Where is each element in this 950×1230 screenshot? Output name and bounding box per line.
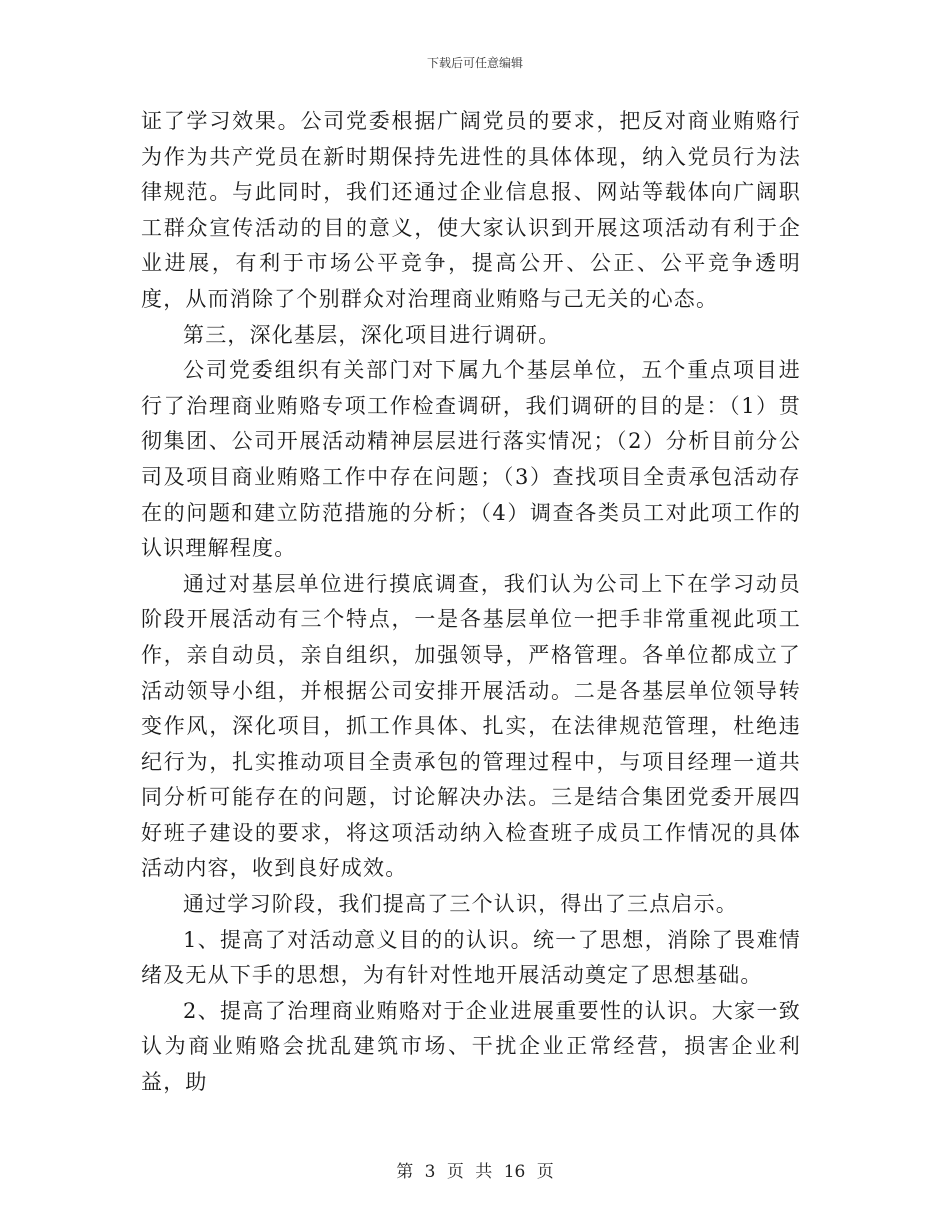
paragraph: 证了学习效果。公司党委根据广阔党员的要求，把反对商业贿赂行为作为共产党员在新时期保持先进性的具体体现，纳入党员行为法律规范。与此同时，我们还通过企业信息报、网站等载体向广阔职工群众宣传活动的目的意义，使大家认识到开展这项活动有利于企业进展，有利于市场公平竞争，提高公开、公正、公平竞争透明度，从而消除了个别群众对治理商业贿赂与己无关的心态。 bbox=[141, 109, 801, 311]
paragraph: 公司党委组织有关部门对下属九个基层单位，五个重点项目进行了治理商业贿赂专项工作检查调研，我们调研的目的是：（1）贯彻集团、公司开展活动精神层层进行落实情况；（2）分析目前分公司及项目商业贿赂工作中存在问题；（3）查找项目全责承包活动存在的问题和建立防范措施的分析；（4）调查各类员工对此项工作的认识理解程度。 bbox=[141, 358, 801, 561]
paragraph: 第三，深化基层，深化项目进行调研。 bbox=[183, 322, 561, 347]
document-body bbox=[141, 104, 801, 1101]
paragraph: 通过对基层单位进行摸底调查，我们认为公司上下在学习动员阶段开展活动有三个特点，一是各基层单位一把手非常重视此项工作，亲自动员，亲自组织，加强领导，严格管理。各单位都成立了活动领导小组，并根据公司安排开展活动。二是各基层单位领导转变作风，深化项目，抓工作具体、扎实，在法律规范管理，杜绝违纪行为，扎实推动项目全责承包的管理过程中，与项目经理一道共同分析可能存在的问题，讨论解决办法。三是结合集团党委开展四好班子建设的要求，将这项活动纳入检查班子成员工作情况的具体活动内容，收到良好成效。 bbox=[141, 571, 801, 881]
paragraph: 1、提高了对活动意义目的的认识。统一了思想，消除了畏难情绪及无从下手的思想，为有针对性地开展活动奠定了思想基础。 bbox=[141, 927, 801, 988]
page-header: 下载后可任意编辑 bbox=[426, 56, 523, 70]
paragraph: 通过学习阶段，我们提高了三个认识，得出了三点启示。 bbox=[183, 892, 738, 917]
paragraph: 2、提高了治理商业贿赂对于企业进展重要性的认识。大家一致认为商业贿赂会扰乱建筑市场、干扰企业正常经营，损害企业利益，助 bbox=[141, 998, 801, 1095]
page-footer: 第 3 页 共 16 页 bbox=[396, 1162, 554, 1182]
